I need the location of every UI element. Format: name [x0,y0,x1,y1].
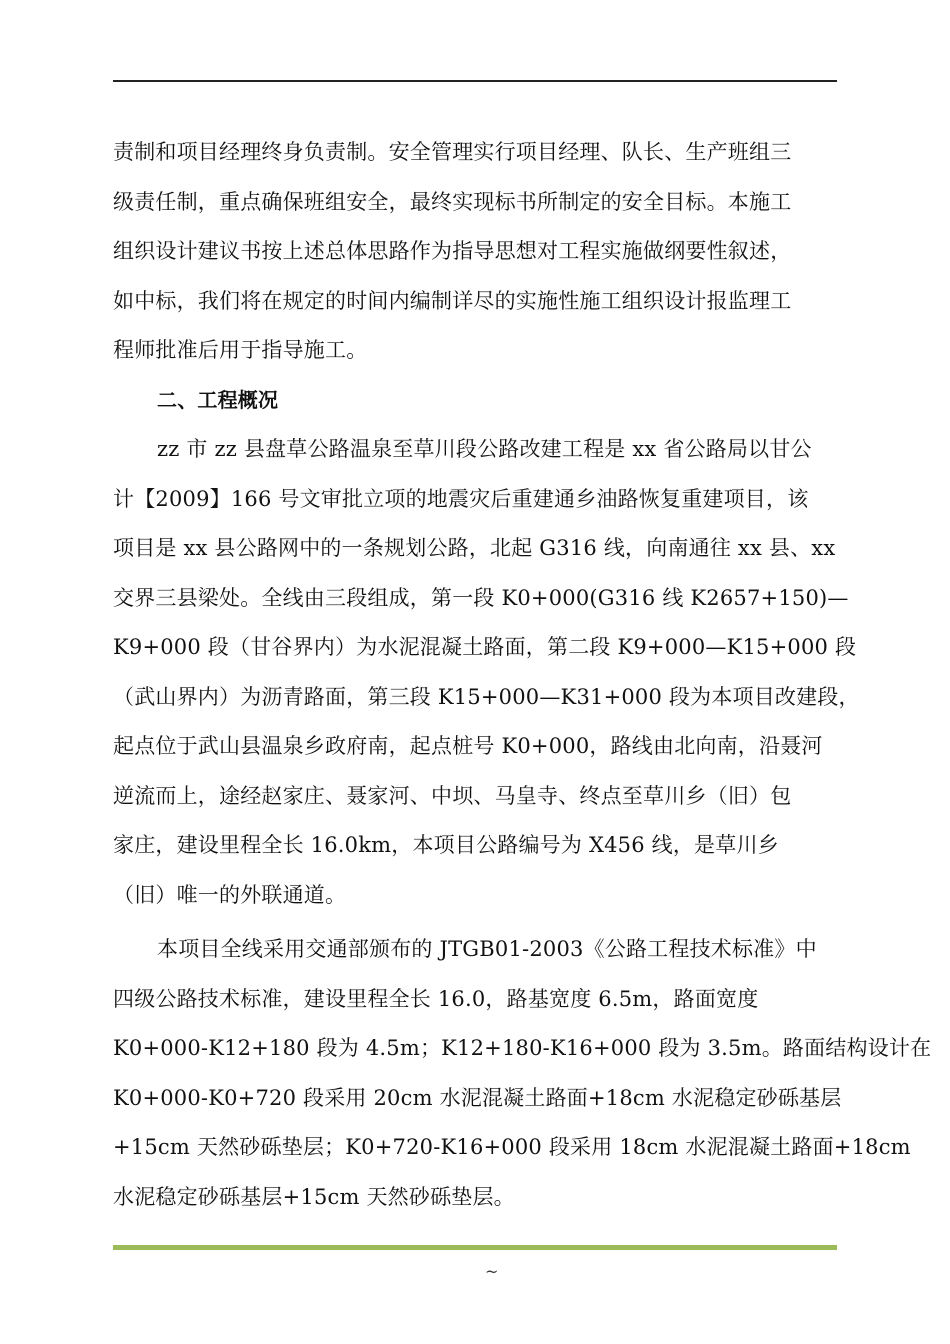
paragraph-1-line: 程师批准后用于指导施工。 [113,338,368,362]
paragraph-1-line: 如中标，我们将在规定的时间内编制详尽的实施性施工组织设计报监理工 [113,288,792,313]
paragraph-2-line: 项目是 xx 县公路网中的一条规划公路，北起 G316 线，向南通往 xx 县、xx [113,536,836,560]
paragraph-2-line: 计【2009】166 号文审批立项的地震灾后重建通乡油路恢复重建项目，该 [113,486,809,511]
page-marker: ~ [485,1262,499,1281]
footer-rule [113,1245,837,1250]
paragraph-2-line: （武山界内）为沥青路面，第三段 K15+000—K31+000 段为本项目改建段， [113,684,860,709]
header-rule [113,80,837,82]
paragraph-2-line: 家庄，建设里程全长 16.0km，本项目公路编号为 X456 线，是草川乡 [113,833,779,857]
paragraph-3-line: 水泥稳定砂砾基层+15cm 天然砂砾垫层。 [113,1184,515,1209]
paragraph-3-line: +15cm 天然砂砾垫层；K0+720-K16+000 段采用 18cm 水泥混凝土路面+18cm [113,1135,911,1159]
paragraph-2-line: zz 市 zz 县盘草公路温泉至草川段公路改建工程是 xx 省公路局以甘公 [157,437,812,461]
paragraph-2-line: （旧）唯一的外联通道。 [113,882,347,907]
paragraph-2-line: 交界三县梁处。全线由三段组成，第一段 K0+000(G316 线 K2657+150)— [113,585,849,610]
paragraph-1-line: 级责任制，重点确保班组安全，最终实现标书所制定的安全目标。本施工 [113,189,792,214]
paragraph-3-line: 四级公路技术标准，建设里程全长 16.0，路基宽度 6.5m，路面宽度 [113,986,759,1011]
section-heading: 二、工程概况 [157,387,279,412]
paragraph-1-line: 组织设计建议书按上述总体思路作为指导思想对工程实施做纲要性叙述， [113,239,792,263]
paragraph-3-line: K0+000-K12+180 段为 4.5m；K12+180-K16+000 段为 3.5m。路面结构设计在 [113,1036,932,1060]
paragraph-1-line: 责制和项目经理终身负责制。安全管理实行项目经理、队长、生产班组三 [113,140,792,164]
paragraph-3-line: 本项目全线采用交通部颁布的 JTGB01-2003《公路工程技术标准》中 [157,937,817,961]
paragraph-2-line: 起点位于武山县温泉乡政府南，起点桩号 K0+000，路线由北向南，沿聂河 [113,734,823,758]
paragraph-2-line: K9+000 段（甘谷界内）为水泥混凝土路面，第二段 K9+000—K15+000 段 [113,635,857,659]
paragraph-3-line: K0+000-K0+720 段采用 20cm 水泥混凝土路面+18cm 水泥稳定砂砾基层 [113,1085,842,1110]
document-body [113,128,932,1222]
paragraph-2-line: 逆流而上，途经赵家庄、聂家河、中坝、马皇寺、终点至草川乡（旧）包 [113,783,792,808]
